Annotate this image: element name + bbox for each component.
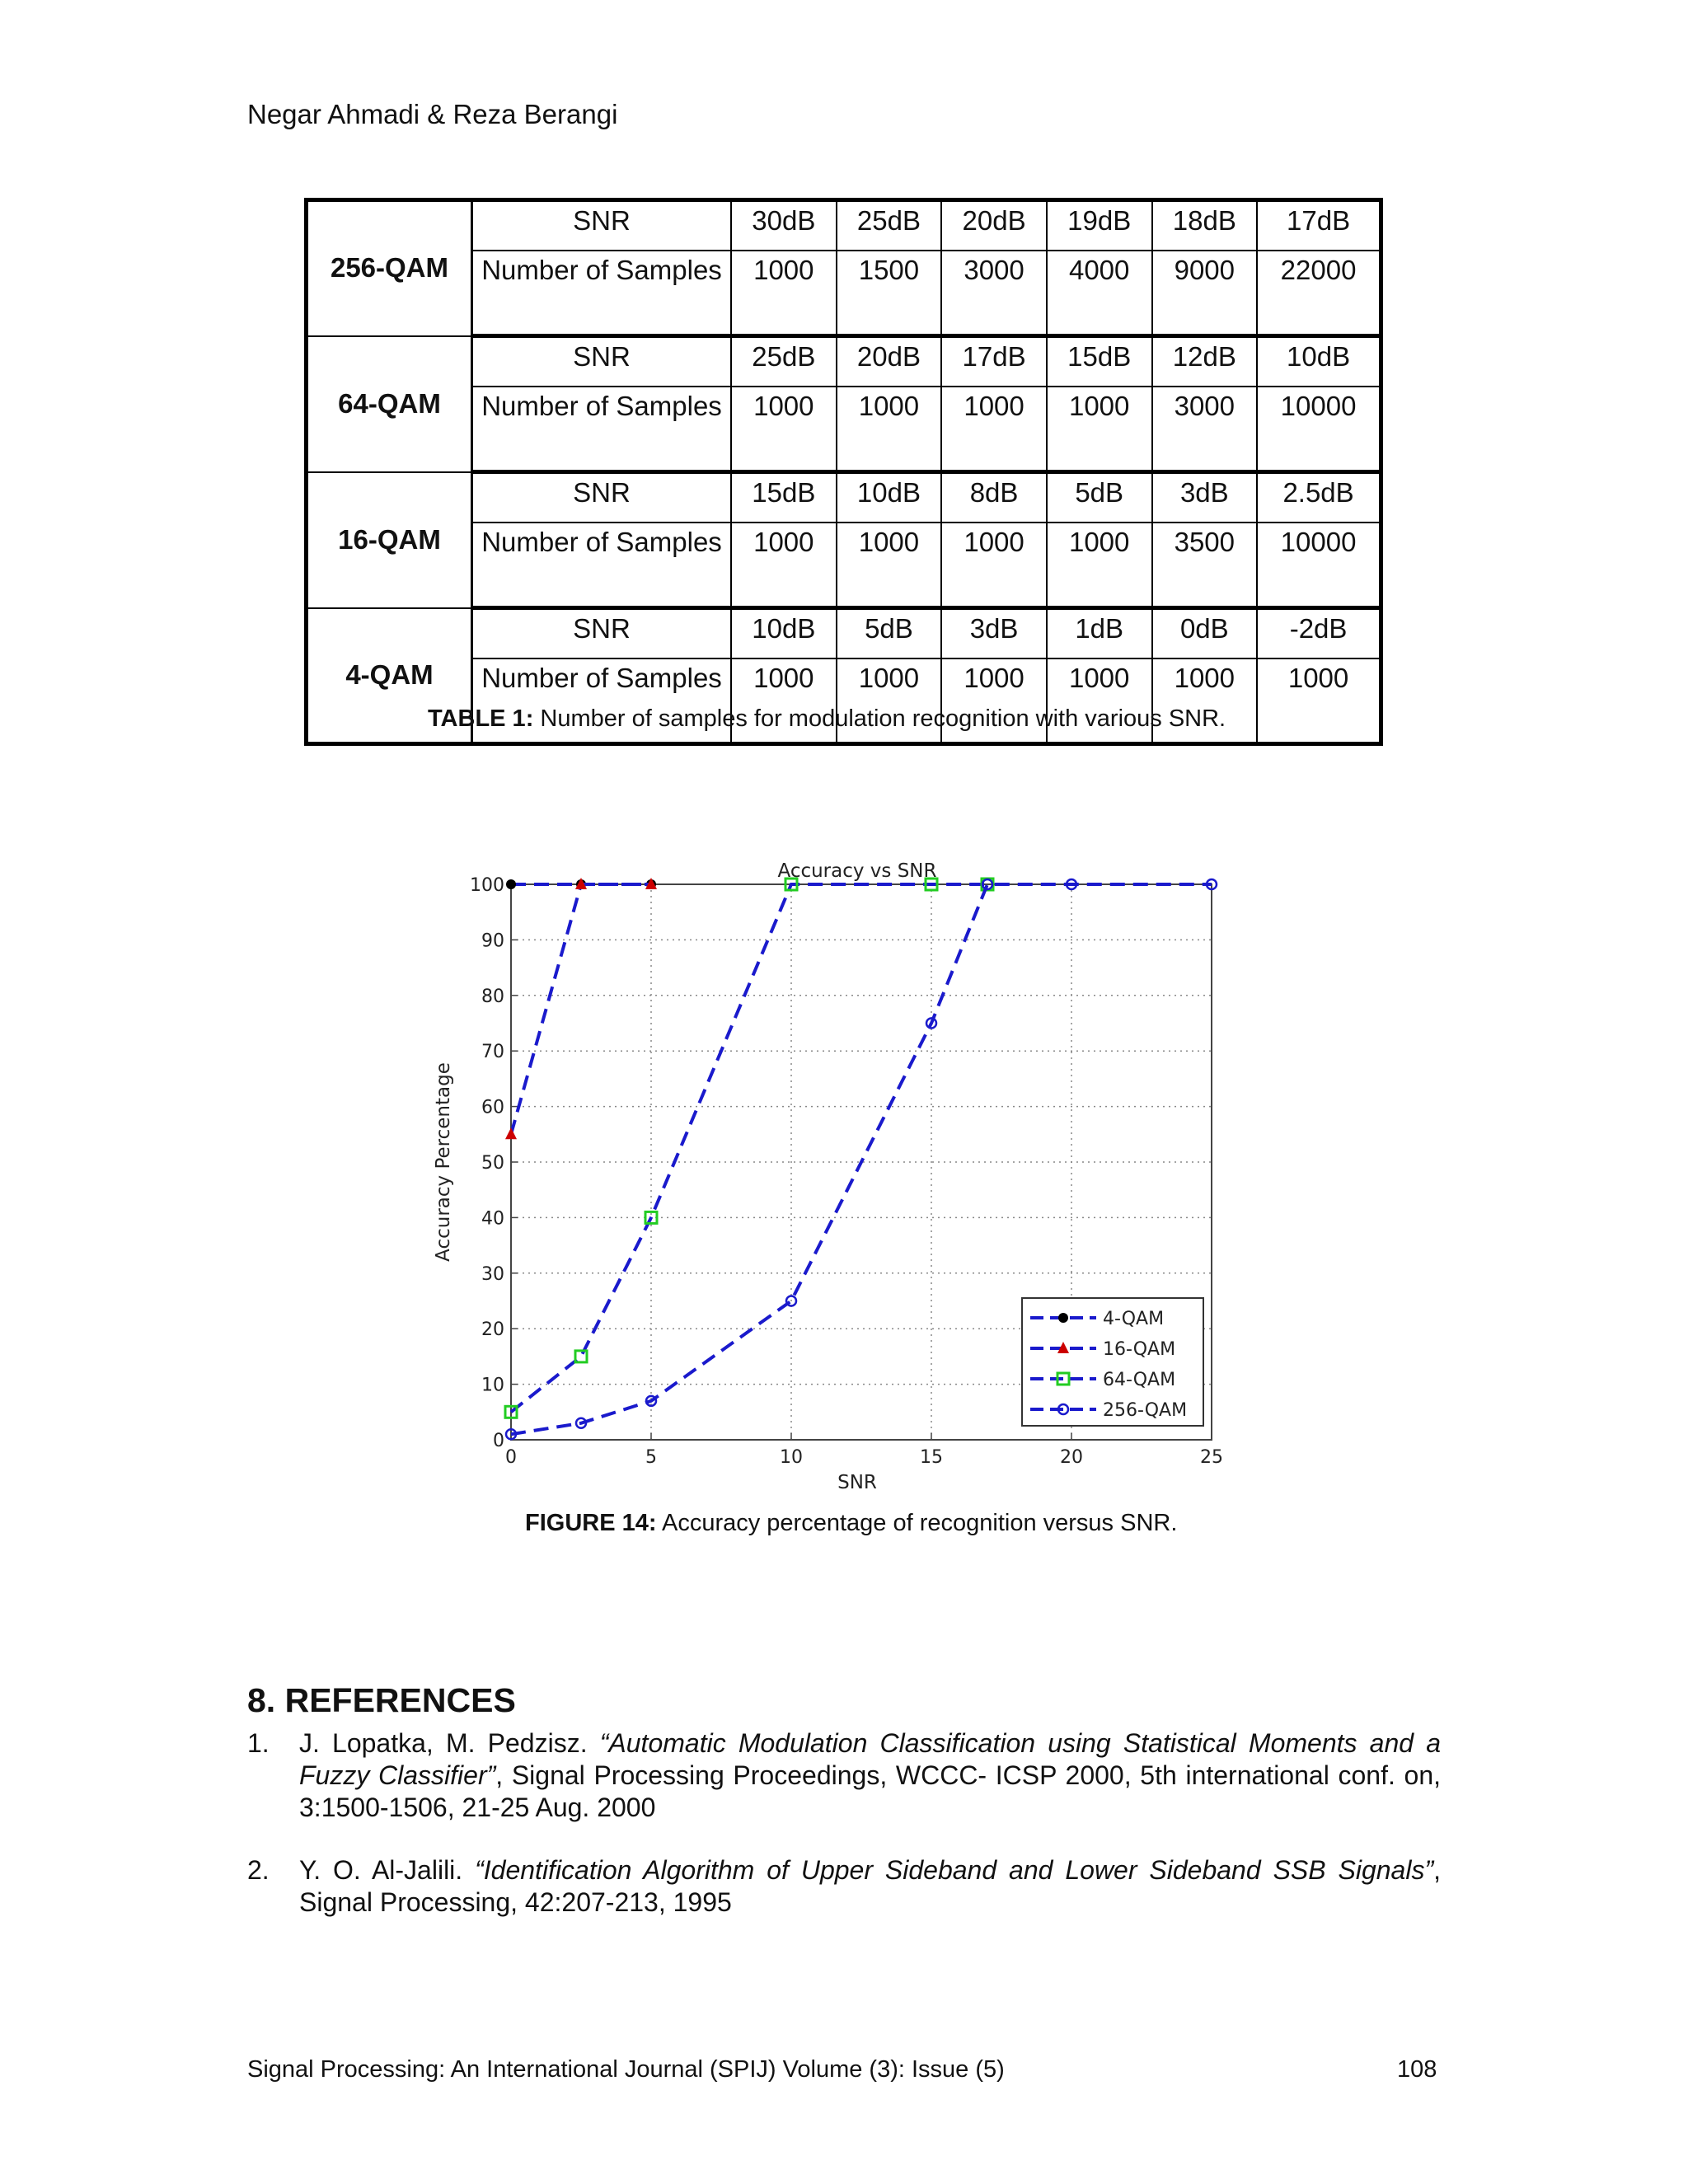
samples-cell: 1000 bbox=[1257, 658, 1381, 744]
samples-cell: 1500 bbox=[837, 251, 942, 336]
samples-cell: 1000 bbox=[941, 658, 1047, 744]
reference-title: “Identification Algorithm of Upper Sideband and Lower Sideband SSB Signals” bbox=[475, 1855, 1434, 1885]
snr-cell: 10dB bbox=[731, 608, 837, 659]
series-line-16-qam bbox=[511, 884, 651, 1134]
snr-cell: 20dB bbox=[837, 336, 942, 387]
snr-cell: 30dB bbox=[731, 200, 837, 251]
figure-caption-label: FIGURE 14: bbox=[525, 1510, 657, 1536]
row-label-snr: SNR bbox=[472, 200, 732, 251]
snr-cell: 2.5dB bbox=[1257, 472, 1381, 523]
x-tick-label: 15 bbox=[920, 1447, 943, 1468]
chart-title: Accuracy vs SNR bbox=[777, 860, 937, 882]
legend-label: 16-QAM bbox=[1103, 1339, 1176, 1360]
samples-cell: 1000 bbox=[837, 658, 942, 744]
samples-cell: 4000 bbox=[1047, 251, 1152, 336]
samples-cell: 1000 bbox=[1047, 523, 1152, 608]
snr-cell: 5dB bbox=[1047, 472, 1152, 523]
modulation-label: 64-QAM bbox=[307, 336, 472, 472]
chart-legend bbox=[1022, 1298, 1203, 1426]
samples-cell: 1000 bbox=[1047, 387, 1152, 472]
reference-item bbox=[247, 1727, 1441, 1824]
snr-cell: 8dB bbox=[941, 472, 1047, 523]
row-label-samples: Number of Samples bbox=[472, 387, 732, 472]
samples-cell: 3500 bbox=[1152, 523, 1258, 608]
y-tick-label: 60 bbox=[481, 1097, 504, 1118]
samples-cell: 1000 bbox=[837, 387, 942, 472]
footer-page-number: 108 bbox=[1397, 2056, 1437, 2083]
y-tick-label: 70 bbox=[481, 1042, 504, 1063]
samples-cell: 3000 bbox=[1152, 387, 1258, 472]
accuracy-chart bbox=[429, 841, 1236, 1500]
references-heading: 8. REFERENCES bbox=[247, 1681, 516, 1719]
reference-number: 1. bbox=[247, 1728, 270, 1758]
reference-title: “Automatic Modulation Classification using Statistical Moments and a Fuzzy Classifier” bbox=[299, 1728, 1442, 1791]
samples-cell: 1000 bbox=[941, 387, 1047, 472]
chart-x-axis-label: SNR bbox=[837, 1472, 877, 1493]
x-tick-label: 0 bbox=[505, 1447, 517, 1468]
x-tick-label: 25 bbox=[1200, 1447, 1223, 1468]
figure-caption-text: Accuracy percentage of recognition versus SNR. bbox=[656, 1510, 1178, 1536]
samples-cell: 1000 bbox=[1047, 658, 1152, 744]
snr-cell: 25dB bbox=[731, 336, 837, 387]
snr-cell: 15dB bbox=[731, 472, 837, 523]
y-tick-label: 20 bbox=[481, 1319, 504, 1341]
samples-cell: 1000 bbox=[731, 251, 837, 336]
row-label-snr: SNR bbox=[472, 608, 732, 659]
figure-caption bbox=[525, 1510, 1177, 1537]
data-point-16-qam bbox=[505, 1127, 517, 1139]
y-tick-label: 30 bbox=[481, 1263, 504, 1285]
snr-cell: 3dB bbox=[1152, 472, 1258, 523]
row-label-samples: Number of Samples bbox=[472, 251, 732, 336]
snr-cell: 18dB bbox=[1152, 200, 1258, 251]
samples-table bbox=[304, 198, 1383, 746]
reference-details: , Signal Processing, 42:207-213, 1995 bbox=[299, 1855, 1442, 1918]
samples-cell: 1000 bbox=[837, 523, 942, 608]
modulation-label: 4-QAM bbox=[307, 608, 472, 744]
snr-cell: 17dB bbox=[1257, 200, 1381, 251]
footer-journal: Signal Processing: An International Journal (SPIJ) Volume (3): Issue (5) bbox=[247, 2056, 1005, 2083]
x-tick-label: 20 bbox=[1060, 1447, 1083, 1468]
x-tick-label: 5 bbox=[645, 1447, 657, 1468]
x-tick-label: 10 bbox=[780, 1447, 803, 1468]
reference-number: 2. bbox=[247, 1855, 270, 1885]
samples-cell: 9000 bbox=[1152, 251, 1258, 336]
row-label-snr: SNR bbox=[472, 472, 732, 523]
y-tick-label: 90 bbox=[481, 930, 504, 952]
reference-details: , Signal Processing Proceedings, WCCC- ICSP 2000, 5th international conf. on, 3:1500-1506, 21-25 Aug. 2000 bbox=[299, 1760, 1442, 1823]
row-label-samples: Number of Samples bbox=[472, 523, 732, 608]
samples-cell: 1000 bbox=[1152, 658, 1258, 744]
legend-label: 4-QAM bbox=[1103, 1309, 1165, 1329]
snr-cell: 0dB bbox=[1152, 608, 1258, 659]
snr-cell: 3dB bbox=[941, 608, 1047, 659]
snr-cell: 12dB bbox=[1152, 336, 1258, 387]
samples-cell: 1000 bbox=[941, 523, 1047, 608]
samples-cell: 10000 bbox=[1257, 523, 1381, 608]
table-caption-text: Number of samples for modulation recognition with various SNR. bbox=[533, 705, 1226, 732]
modulation-label: 16-QAM bbox=[307, 472, 472, 608]
snr-cell: 25dB bbox=[837, 200, 942, 251]
legend-marker bbox=[1058, 1313, 1068, 1323]
y-tick-label: 50 bbox=[481, 1153, 504, 1174]
legend-label: 256-QAM bbox=[1103, 1400, 1188, 1421]
snr-cell: 10dB bbox=[837, 472, 942, 523]
table-caption bbox=[428, 705, 1226, 733]
table-caption-label: TABLE 1: bbox=[428, 705, 534, 732]
chart-y-axis-label: Accuracy Percentage bbox=[433, 1062, 454, 1262]
row-label-samples: Number of Samples bbox=[472, 658, 732, 744]
y-tick-label: 40 bbox=[481, 1208, 504, 1230]
samples-cell: 3000 bbox=[941, 251, 1047, 336]
snr-cell: -2dB bbox=[1257, 608, 1381, 659]
snr-cell: 15dB bbox=[1047, 336, 1152, 387]
y-tick-label: 10 bbox=[481, 1375, 504, 1396]
snr-cell: 20dB bbox=[941, 200, 1047, 251]
samples-cell: 1000 bbox=[731, 523, 837, 608]
y-tick-label: 100 bbox=[470, 875, 504, 896]
snr-cell: 17dB bbox=[941, 336, 1047, 387]
data-point-4-qam bbox=[506, 879, 516, 889]
y-tick-label: 0 bbox=[493, 1431, 504, 1451]
reference-item bbox=[247, 1854, 1441, 1919]
samples-cell: 22000 bbox=[1257, 251, 1381, 336]
samples-cell: 1000 bbox=[731, 658, 837, 744]
samples-cell: 10000 bbox=[1257, 387, 1381, 472]
snr-cell: 19dB bbox=[1047, 200, 1152, 251]
modulation-label: 256-QAM bbox=[307, 200, 472, 336]
snr-cell: 5dB bbox=[837, 608, 942, 659]
row-label-snr: SNR bbox=[472, 336, 732, 387]
reference-authors: Y. O. Al-Jalili. bbox=[299, 1855, 476, 1885]
snr-cell: 10dB bbox=[1257, 336, 1381, 387]
samples-cell: 1000 bbox=[731, 387, 837, 472]
running-head-authors: Negar Ahmadi & Reza Berangi bbox=[247, 99, 618, 129]
legend-label: 64-QAM bbox=[1103, 1370, 1176, 1390]
y-tick-label: 80 bbox=[481, 986, 504, 1007]
reference-authors: J. Lopatka, M. Pedzisz. bbox=[299, 1728, 600, 1758]
snr-cell: 1dB bbox=[1047, 608, 1152, 659]
